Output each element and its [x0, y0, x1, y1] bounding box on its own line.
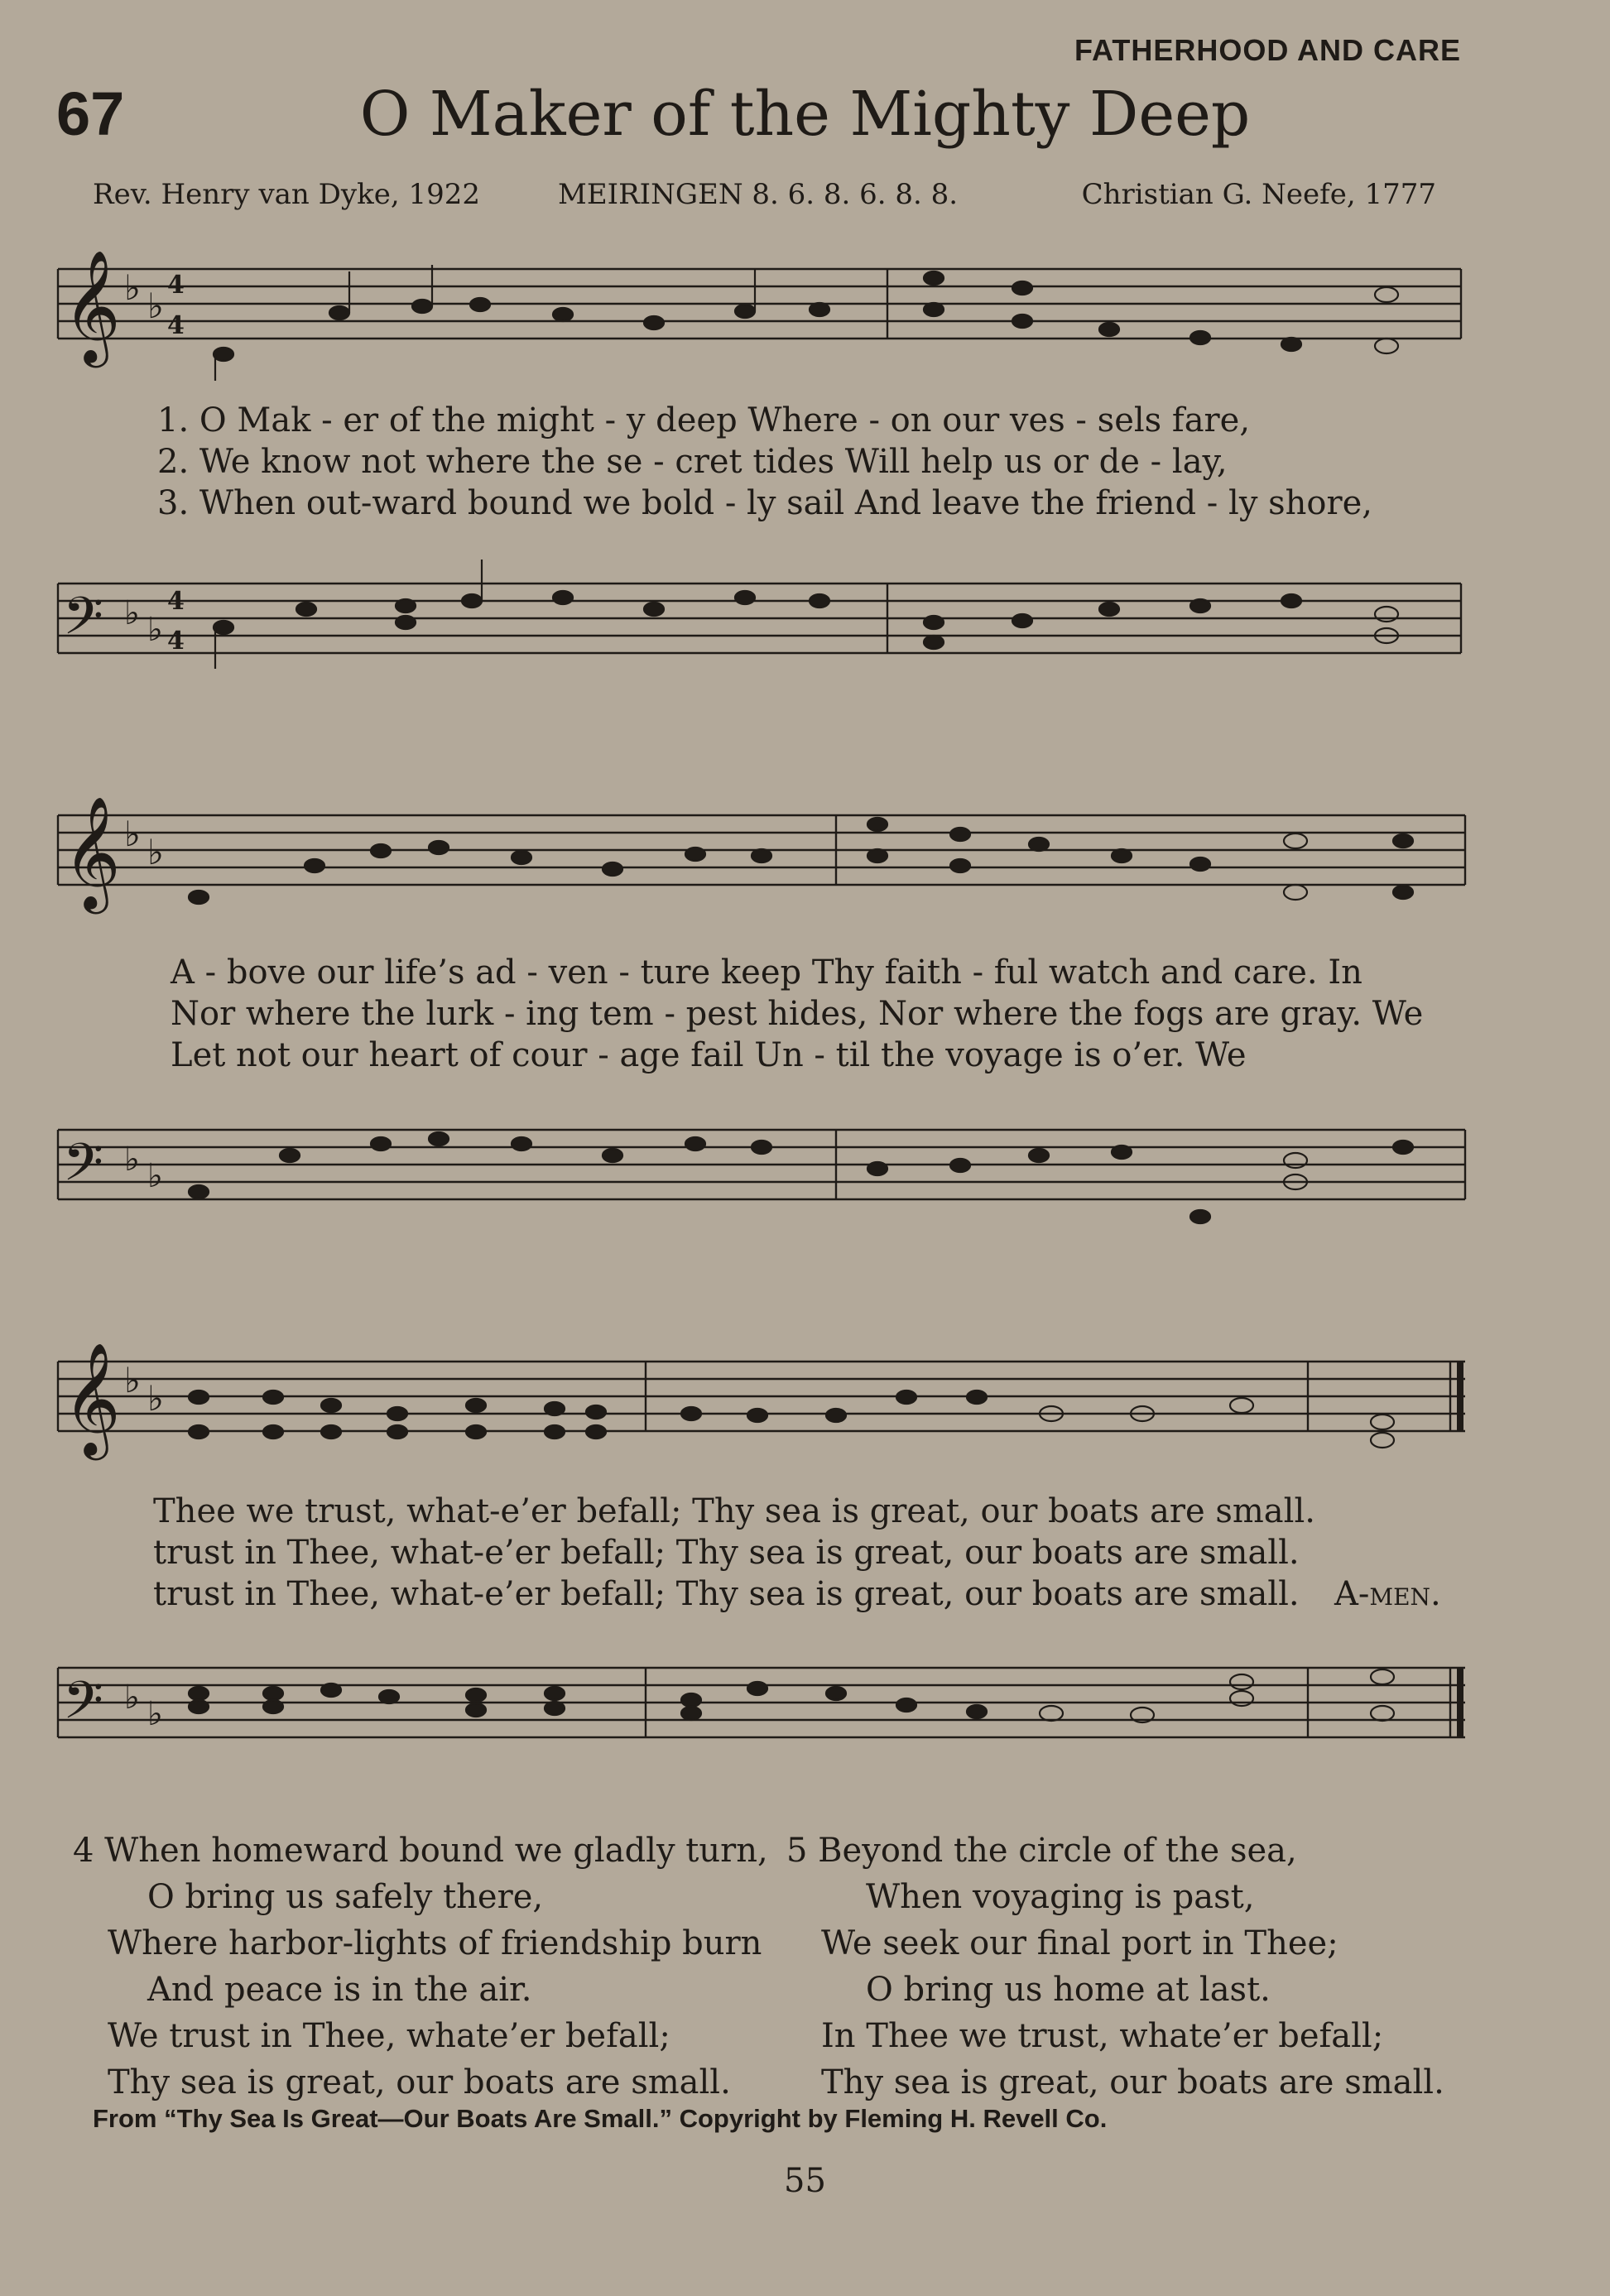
bass-clef-icon: 𝄢 — [63, 585, 103, 659]
svg-text:♭: ♭ — [147, 1378, 164, 1419]
system-1-treble-staff — [0, 248, 1610, 381]
svg-text:♭: ♭ — [124, 1679, 140, 1717]
svg-text:♭: ♭ — [147, 1157, 163, 1195]
copyright-footnote: From “Thy Sea Is Great—Our Boats Are Small.” Copyright by Fleming H. Revell Co. — [93, 2104, 1108, 2133]
verse-4-line-6: Thy sea is great, our boats are small. — [108, 2063, 731, 2101]
svg-text:♭: ♭ — [147, 1695, 163, 1733]
svg-text:♭: ♭ — [124, 1141, 140, 1179]
system-1-bass-staff — [0, 538, 1610, 679]
system-2-lyric-verse-1: A - bove our life’s ad - ven - ture keep Thy faith - ful watch and care. In — [171, 953, 1362, 992]
verse-5 — [786, 1828, 1444, 2106]
system-3-lyric-verse-1: Thee we trust, what-e’er befall; Thy sea is great, our boats are small. — [153, 1492, 1315, 1530]
svg-text:♭: ♭ — [124, 594, 140, 632]
svg-text:𝄞: 𝄞 — [63, 1341, 121, 1455]
amen-label: A-men. — [1334, 1575, 1441, 1613]
section-heading: FATHERHOOD AND CARE — [1074, 33, 1461, 67]
svg-text:4: 4 — [167, 271, 185, 300]
verse-4-line-2: O bring us safely there, — [147, 1878, 544, 1916]
svg-text:♭: ♭ — [124, 1360, 141, 1400]
system-2-lyric-verse-3: Let not our heart of cour - age fail Un - til the voyage is o’er. We — [171, 1036, 1247, 1074]
system-3-lyric-verse-2: trust in Thee, what-e’er befall; Thy sea is great, our boats are small. — [153, 1534, 1300, 1572]
svg-text:𝄞: 𝄞 — [63, 795, 121, 909]
svg-text:♭: ♭ — [124, 814, 141, 854]
system-3-lyric-verse-3: trust in Thee, what-e’er befall; Thy sea is great, our boats are small. — [153, 1575, 1300, 1613]
page-number: 55 — [784, 2162, 826, 2200]
verse-5-line-5: In Thee we trust, whate’er befall; — [821, 2017, 1384, 2055]
svg-text:♭: ♭ — [147, 611, 163, 649]
svg-text:𝄢: 𝄢 — [63, 1669, 103, 1743]
verse-5-line-3: We seek our final port in Thee; — [821, 1924, 1338, 1962]
svg-text:♭: ♭ — [147, 832, 164, 872]
system-1-lyric-verse-1: 1. O Mak - er of the might - y deep Where - on our ves - sels fare, — [157, 401, 1251, 440]
svg-text:4: 4 — [167, 311, 185, 340]
hymn-title: O Maker of the Mighty Deep — [359, 79, 1251, 150]
system-1-lyric-verse-2: 2. We know not where the se - cret tides Will help us or de - lay, — [157, 443, 1228, 481]
system-2-lyric-verse-2: Nor where the lurk - ing tem - pest hides, Nor where the fogs are gray. We — [171, 995, 1424, 1033]
system-2-bass-staff — [0, 1084, 1610, 1250]
verse-4-line-3: Where harbor-lights of friendship burn — [108, 1924, 762, 1962]
svg-text:♭: ♭ — [124, 267, 141, 308]
composer-credit: Christian G. Neefe, 1777 — [1081, 178, 1436, 211]
verse-5-line-4: O bring us home at last. — [866, 1971, 1271, 2009]
tune-name-meter: MEIRINGEN 8. 6. 8. 6. 8. 8. — [558, 178, 959, 211]
svg-text:♭: ♭ — [147, 286, 164, 326]
system-3-bass-staff — [0, 1622, 1610, 1788]
svg-text:4: 4 — [167, 627, 185, 656]
text-author-credit: Rev. Henry van Dyke, 1922 — [93, 178, 480, 211]
verse-5-line-6: Thy sea is great, our boats are small. — [821, 2063, 1444, 2101]
verse-4-line-5: We trust in Thee, whate’er befall; — [108, 2017, 670, 2055]
verse-5-line-2: When voyaging is past, — [866, 1878, 1255, 1916]
system-1-lyric-verse-3: 3. When out-ward bound we bold - ly sail And leave the friend - ly shore, — [157, 484, 1373, 522]
verse-4 — [73, 1828, 768, 2106]
system-3-treble-staff — [0, 1341, 1610, 1473]
treble-clef-icon: 𝄞 — [63, 248, 121, 363]
svg-text:𝄢: 𝄢 — [63, 1131, 103, 1205]
verse-4-line-1: 4 When homeward bound we gladly turn, — [73, 1832, 768, 1870]
verse-4-line-4: And peace is in the air. — [147, 1971, 532, 2009]
system-2-treble-staff — [0, 795, 1610, 927]
verse-5-line-1: 5 Beyond the circle of the sea, — [786, 1832, 1297, 1870]
hymn-number: 67 — [56, 79, 125, 148]
svg-text:4: 4 — [167, 587, 185, 616]
